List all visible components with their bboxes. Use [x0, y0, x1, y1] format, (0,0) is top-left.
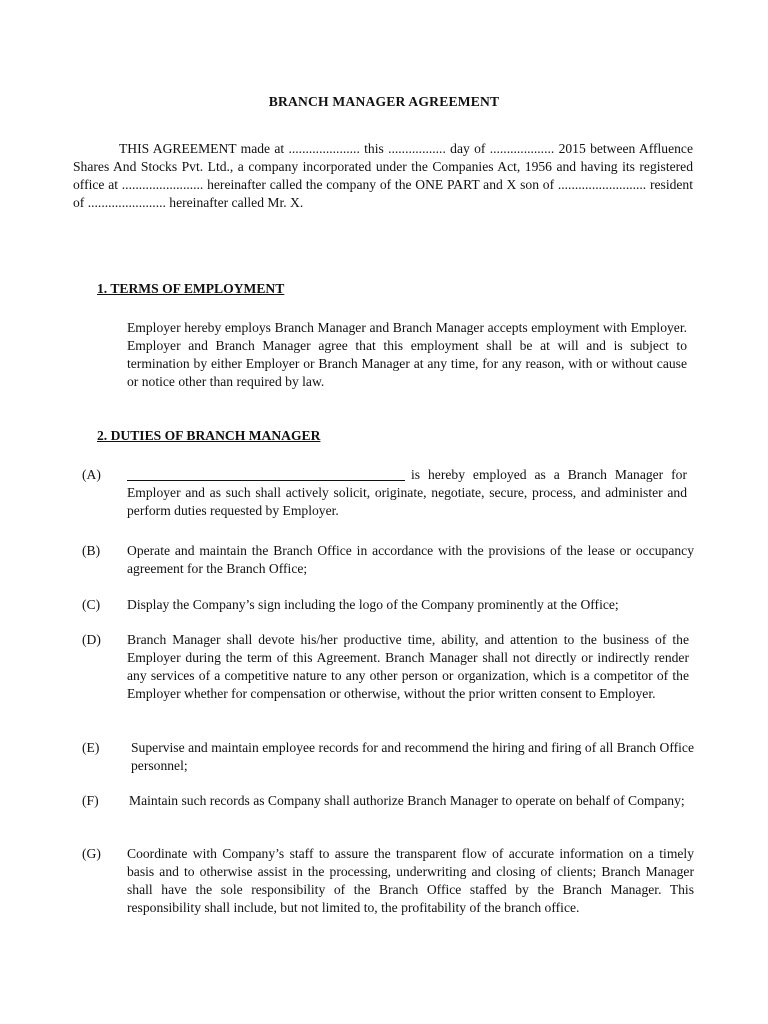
item-a-body: is hereby employed as a Branch Manager for Employer and as such shall actively solicit, originate, negotiate, secure, process, and administer and perform duties requested by Employer. [127, 467, 687, 518]
item-e-label: (E) [82, 740, 100, 755]
item-c-label: (C) [82, 597, 101, 612]
item-c-text: Display the Company’s sign including the logo of the Company prominently at the Office; [127, 597, 619, 612]
intro-paragraph [73, 140, 693, 212]
item-d-label: (D) [82, 632, 101, 647]
section-2-heading: 2. DUTIES OF BRANCH MANAGER [97, 428, 321, 443]
item-a-text [127, 466, 687, 520]
item-f-text: Maintain such records as Company shall authorize Branch Manager to operate on behalf of Company; [129, 793, 685, 808]
item-b-text: Operate and maintain the Branch Office in accordance with the provisions of the lease or occupancy agreement for the Branch Office; [127, 543, 694, 576]
name-blank-line [127, 466, 405, 481]
item-e-text: Supervise and maintain employee records for and recommend the hiring and firing of all Branch Office personnel; [131, 740, 694, 773]
item-g-label: (G) [82, 846, 101, 861]
document-title: BRANCH MANAGER AGREEMENT [268, 94, 500, 109]
item-b-label: (B) [82, 543, 101, 558]
section-1-heading: 1. TERMS OF EMPLOYMENT [97, 281, 285, 296]
item-g-text: Coordinate with Company’s staff to assure the transparent flow of accurate information on a timely basis and to otherwise assist in the processing, underwriting and closing of clients; Branch Manager shall have the sole responsibility of the Branch Office staffed by the Branch Manager. This responsibility shall include, but not limited to, the profitability of the branch office. [127, 846, 694, 915]
section-1-body: Employer hereby employs Branch Manager and Branch Manager accepts employment with Employer. Employer and Branch Manager agree that this employment shall be at will and is subject to termination by either Employer or Branch Manager at any time, for any reason, with or without cause or notice other than required by law. [127, 320, 687, 389]
item-f-label: (F) [82, 793, 99, 808]
intro-text: THIS AGREEMENT made at ..................... this ................. day of ................... 2015 between Affluence Shares And Stocks Pvt. Ltd., a company incorporated under the Companies Act, 1956 and having its registered office at ........................ hereinafter called the company of the ONE PART and X son of .......................... resident of ....................... hereinafter called Mr. X. [73, 141, 693, 210]
item-d-text: Branch Manager shall devote his/her productive time, ability, and attention to the business of the Employer during the term of this Agreement. Branch Manager shall not directly or indirectly render any services of a competitive nature to any other person or organization, which is a competitor of the Employer whether for compensation or otherwise, without the prior written consent to Employer. [127, 632, 689, 701]
item-a-label: (A) [82, 467, 101, 482]
